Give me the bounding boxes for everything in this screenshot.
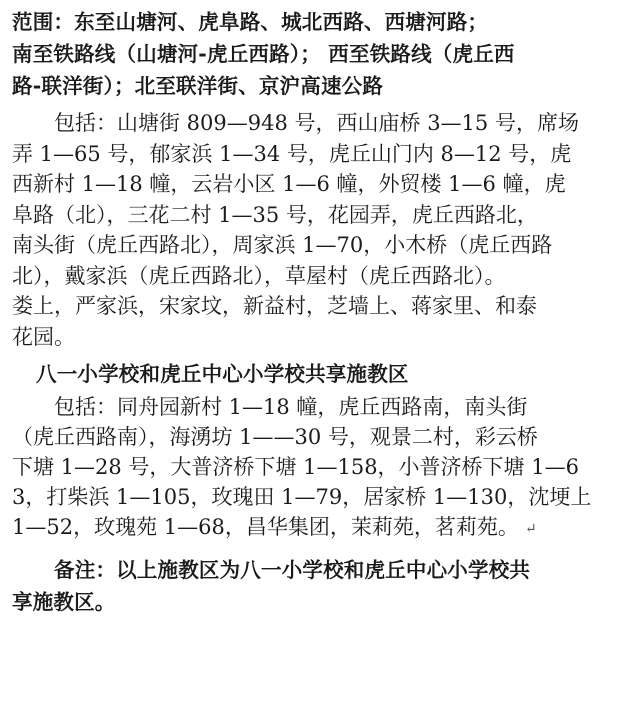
section1-line: 娄上，严家浜，宋家坟，新益村，芝墙上、蒋家里、和泰 xyxy=(12,294,537,318)
section1-line: 弄 1—65 号，郁家浜 1—34 号，虎丘山门内 8—12 号，虎 xyxy=(12,141,572,166)
section2-line: 3，打柴浜 1—105，玫瑰田 1—79，居家桥 1—130，沈埂上 xyxy=(12,485,592,509)
section2-line xyxy=(12,512,628,542)
section1-line: 花园。 xyxy=(12,324,75,349)
section2-line: 下塘 1—28 号，大普济桥下塘 1—158，小普济桥下塘 1—6 xyxy=(12,455,579,479)
scope-line: 范围：东至山塘河、虎阜路、城北西路、西塘河路； xyxy=(12,10,489,34)
section2-line: （虎丘西路南），海湧坊 1——30 号，观景二村，彩云桥 xyxy=(12,425,538,449)
section2-paragraph xyxy=(12,392,628,542)
section2-line: 包括：同舟园新村 1—18 幢，虎丘西路南，南头街 xyxy=(54,395,528,419)
return-mark-icon: ↵ xyxy=(524,520,537,537)
section1-line: 南头街（虎丘西路北），周家浜 1—70，小木桥（虎丘西路 xyxy=(12,233,553,257)
section1-line: 包括：山塘街 809—948 号，西山庙桥 3—15 号，席场 xyxy=(54,111,579,135)
section1-line: 阜路（北），三花二村 1—35 号，花园弄，虎丘西路北， xyxy=(12,202,538,227)
section2-title: 八一小学校和虎丘中心小学校共享施教区 xyxy=(36,362,409,386)
note-line: 享施教区。 xyxy=(12,590,116,614)
section2-line-text: 1—52，玫瑰苑 1—68，昌华集团，茉莉苑，茗莉苑。 xyxy=(12,515,519,539)
document-page xyxy=(12,6,628,618)
section1-line: 北），戴家浜（虎丘西路北），草屋村（虎丘西路北）。 xyxy=(12,263,506,288)
scope-paragraph xyxy=(12,6,628,102)
section1-paragraph xyxy=(12,108,628,352)
scope-line: 南至铁路线（山塘河-虎丘西路）； 西至铁路线（虎丘西 xyxy=(12,42,515,66)
note-paragraph xyxy=(12,554,628,618)
scope-line: 路-联洋街）；北至联洋街、京沪高速公路 xyxy=(12,74,384,98)
note-line: 备注：以上施教区为八一小学校和虎丘中心小学校共 xyxy=(54,558,531,582)
section1-line: 西新村 1—18 幢，云岩小区 1—6 幢，外贸楼 1—6 幢，虎 xyxy=(12,172,566,196)
